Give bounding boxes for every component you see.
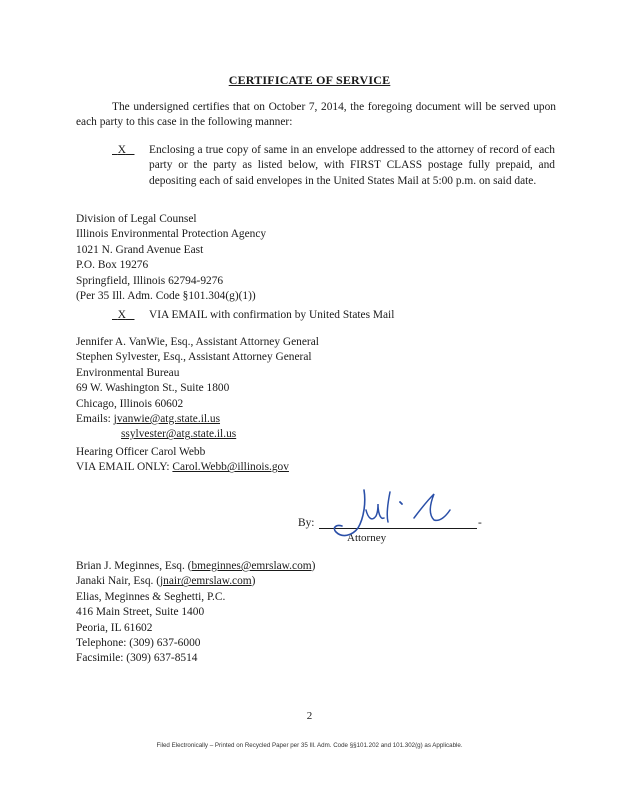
counsel-line-nair: Janaki Nair, Esq. (jnair@emrslaw.com) — [76, 575, 256, 588]
telephone-line: Telephone: (309) 637-6000 — [76, 636, 201, 649]
counsel-line-meginnes: Brian J. Meginnes, Esq. (bmeginnes@emrslaw.com) — [76, 560, 316, 572]
service-option-2-mark: X — [117, 309, 126, 321]
address-line: (Per 35 Ill. Adm. Code §101.304(g)(1)) — [76, 289, 256, 302]
emails-line — [76, 412, 319, 427]
address-line: P.O. Box 19276 — [76, 259, 149, 272]
facsimile-line: Facsimile: (309) 637-8514 — [76, 652, 198, 665]
hearing-officer-block — [76, 445, 289, 476]
via-email-only-label: VIA EMAIL ONLY: — [76, 461, 173, 474]
email-link-meginnes[interactable]: bmeginnes@emrslaw.com — [191, 560, 312, 572]
service-option-1-text: Enclosing a true copy of same in an envelope addressed to the attorney of record of each party or the party as listed below, with FIRST CLASS postage fully prepaid, and depositing each of said envelopes in the United States Mail at 5:00 p.m. on said date. — [149, 144, 555, 187]
address-line: Elias, Meginnes & Seghetti, P.C. — [76, 590, 226, 603]
address-line: 1021 N. Grand Avenue East — [76, 243, 204, 256]
service-option-1-mark: X — [117, 144, 126, 156]
email-link-webb[interactable]: Carol.Webb@illinois.gov — [172, 461, 289, 474]
address-line: Peoria, IL 61602 — [76, 621, 153, 634]
recipient-block-iepa — [76, 212, 266, 304]
address-line: Jennifer A. VanWie, Esq., Assistant Attorney General — [76, 336, 319, 348]
filing-footer: Filed Electronically – Printed on Recycled Paper per 35 Ill. Adm. Code §§101.202 and 101.302(g) as Applicable. — [156, 742, 463, 749]
address-line: Division of Legal Counsel — [76, 213, 197, 225]
address-line: Stephen Sylvester, Esq., Assistant Attorney General — [76, 351, 312, 364]
document-title: CERTIFICATE OF SERVICE — [228, 73, 391, 87]
address-line: Chicago, Illinois 60602 — [76, 397, 184, 410]
recipient-block-counsel — [76, 559, 315, 667]
email-link-nair[interactable]: jnair@emrslaw.com — [160, 575, 252, 588]
address-line: Illinois Environmental Protection Agency — [76, 228, 267, 241]
address-line: 416 Main Street, Suite 1400 — [76, 606, 205, 619]
email-link-sylvester[interactable]: ssylvester@atg.state.il.us — [121, 428, 237, 441]
signature-attorney-label: Attorney — [347, 532, 387, 544]
hearing-officer-email-line — [76, 460, 289, 475]
address-line: Springfield, Illinois 62794-9276 — [76, 274, 224, 287]
signature-by-label: By: — [298, 517, 315, 529]
emails-label: Emails: — [76, 412, 111, 425]
signature-line-end: - — [478, 517, 482, 529]
service-option-2-text: VIA EMAIL with confirmation by United States Mail — [149, 309, 395, 321]
address-line: 69 W. Washington St., Suite 1800 — [76, 382, 230, 395]
page-number: 2 — [306, 710, 313, 722]
intro-paragraph: The undersigned certifies that on October 7, 2014, the foregoing document will be served upon each party to this case in the following manner: — [76, 101, 556, 129]
handwritten-signature — [330, 484, 480, 544]
hearing-officer-name: Hearing Officer Carol Webb — [76, 446, 206, 458]
email-link-vanwie[interactable]: jvanwie@atg.state.il.us — [113, 412, 221, 425]
address-line: Environmental Bureau — [76, 366, 180, 379]
emails-line-2 — [76, 427, 319, 442]
recipient-block-attorney-general — [76, 335, 319, 443]
